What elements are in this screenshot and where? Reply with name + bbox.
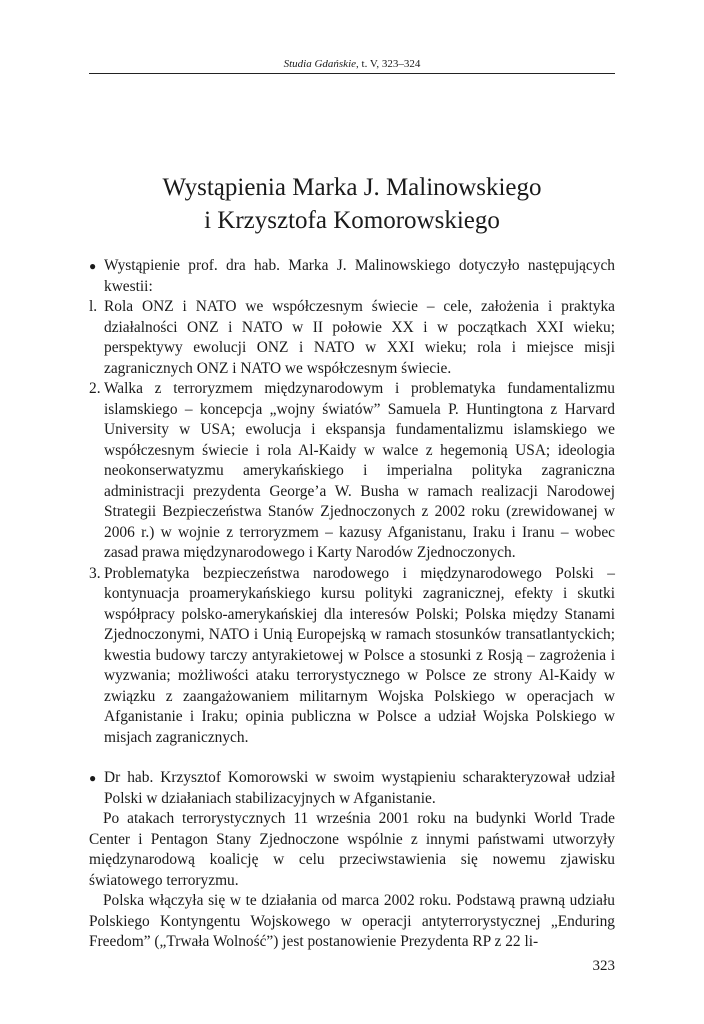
numbered-item <box>89 379 615 564</box>
running-header <box>89 58 615 70</box>
item-text: Walka z terroryzmem międzynarodowym i problematyka fundamentalizmu islamskiego – koncepcja „wojny światów” Samuela P. Huntingtona z Harvard University w USA; ewolucja i ekspansja fundamentalizmu islamskiego we współczesnym świecie i rola Al-Kaidy w walce z hegemonią USA; ideologia neokonserwatyzmu amerykańskiego i imperialna polityka zagraniczna administracji prezydenta George’a W. Busha w ramach realizacji Narodowej Strategii Bezpieczeństwa Stanów Zjednoczonych z 2002 roku (zrewidowanej w 2006 r.) w wojnie z terroryzmem – kazusy Afganistanu, Iraku i Iranu – wobec zasad prawa międzynarodowego i Karty Narodów Zjednoczonych. <box>104 380 615 561</box>
bullet-paragraph <box>89 256 615 297</box>
article-title <box>89 171 615 237</box>
numbered-item <box>89 297 615 379</box>
header-rule <box>89 73 615 74</box>
title-line-2: i Krzysztofa Komorowskiego <box>204 207 500 234</box>
bullet-paragraph <box>89 768 615 809</box>
item-text: Rola ONZ i NATO we współczesnym świecie – cele, założenia i praktyka działalności ONZ i NATO w II połowie XX i w początkach XXI wieku; perspektywy ewolucji ONZ i NATO w XXI wieku; rola i miejsce misji zagranicznych ONZ i NATO we współczesnym świecie. <box>104 298 615 377</box>
bullet-text: Wystąpienie prof. dra hab. Marka J. Malinowskiego dotyczyło następujących kwestii: <box>104 257 615 295</box>
journal-volume-pages: , t. V, 323–324 <box>356 58 421 70</box>
body-paragraph: Po atakach terrorystycznych 11 września 2001 roku na budynki World Trade Center i Pentagon Stany Zjednoczone wspólnie z innymi państwami utworzyły międzynarodową koalicję w celu przeciwstawienia się nowemu zjawisku światowego terroryzmu. <box>89 810 615 889</box>
item-text: Problematyka bezpieczeństwa narodowego i międzynarodowego Polski – kontynuacja proamerykańskiego kursu polityki zagranicznej, efekty i skutki współpracy polsko-amerykańskiej dla interesów Polski; Polska między Stanami Zjednoczonymi, NATO i Unią Europejską w ramach stosunków transatlantyckich; kwestia budowy tarczy antyrakietowej w Polsce a stosunki z Rosją – zagrożenia i wyzwania; możliwości ataku terrorystycznego w Polsce ze strony Al-Kaidy w związku z zaangażowaniem militarnym Wojska Polskiego w operacjach w Afganistanie i Iraku; opinia publiczna w Polsce a udział Wojska Polskiego w misjach zagranicznych. <box>104 564 615 746</box>
item-number: l. <box>89 298 98 315</box>
item-number: 2. <box>89 380 101 397</box>
bullet-icon: ● <box>89 259 97 273</box>
numbered-item <box>89 564 615 749</box>
item-number: 3. <box>89 564 101 582</box>
bullet-text: Dr hab. Krzysztof Komorowski w swoim wystąpieniu scharakteryzował udział Polski w działaniach stabilizacyjnych w Afganistanie. <box>104 769 615 807</box>
journal-title: Studia Gdańskie <box>283 58 357 70</box>
section-gap <box>89 748 615 768</box>
body-paragraph: Polska włączyła się w te działania od marca 2002 roku. Podstawą prawną udziału Polskiego Kontyngentu Wojskowego w operacji antyterrorystycznej „Enduring Freedom” („Trwała Wolność”) jest postanowienie Prezydenta RP z 22 li- <box>89 892 615 950</box>
article-body <box>89 256 615 953</box>
bullet-icon: ● <box>89 771 97 785</box>
page-number: 323 <box>592 958 615 974</box>
title-line-1: Wystąpienia Marka J. Malinowskiego <box>162 174 542 201</box>
